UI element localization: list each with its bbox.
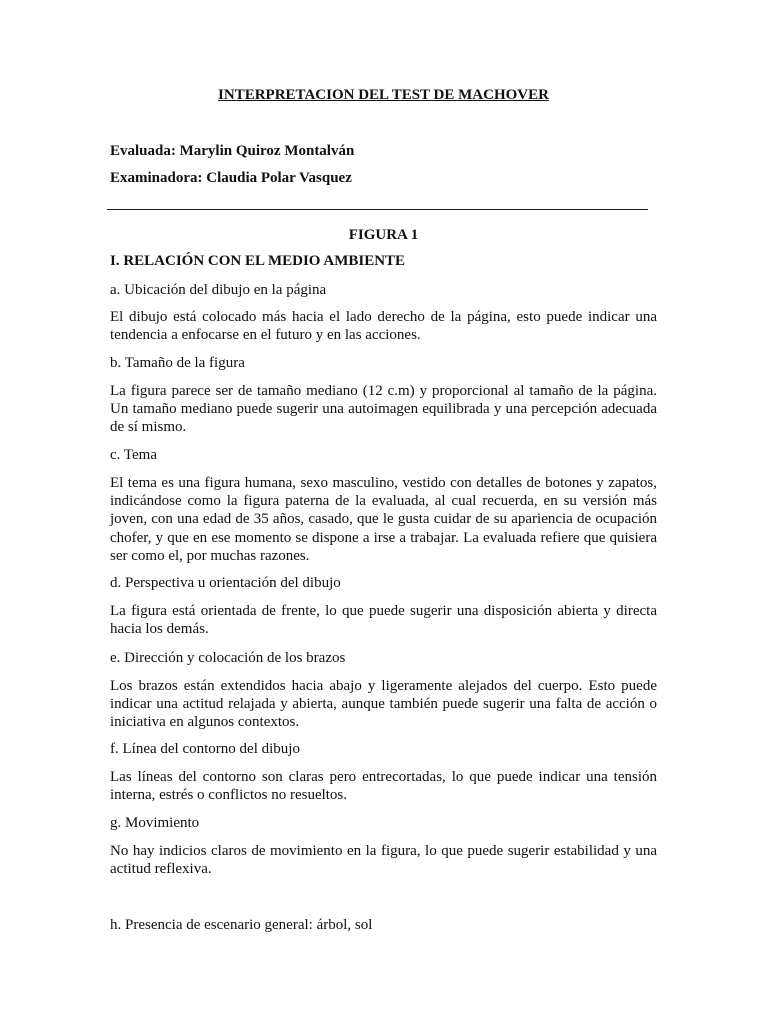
item-heading-e: e. Dirección y colocación de los brazos <box>110 650 346 666</box>
item-text-d: La figura está orientada de frente, lo que puede sugerir una disposición abierta y directa hacia los demás. <box>110 603 657 638</box>
item-text-f: Las líneas del contorno son claras pero entrecortadas, lo que puede indicar una tensión interna, estrés o conflictos no resueltos. <box>110 769 657 804</box>
section-title: I. RELACIÓN CON EL MEDIO AMBIENTE <box>110 253 406 269</box>
item-text-c: El tema es una figura humana, sexo masculino, vestido con detalles de botones y zapatos, indicándose como la figura paterna de la evaluada, al cual recuerda, en su versión más joven, con una edad de 35 años, casado, que le gusta cuidar de su apariencia de ocupación chofer, y que en ese momento se dispone a irse a trabajar. La evaluada refiere que quisiera ser como el, por muchas razones. <box>110 475 657 564</box>
item-heading-c: c. Tema <box>110 447 157 463</box>
item-heading-d: d. Perspectiva u orientación del dibujo <box>110 575 341 591</box>
document-title: INTERPRETACION DEL TEST DE MACHOVER <box>218 87 549 103</box>
item-heading-f: f. Línea del contorno del dibujo <box>110 741 300 757</box>
examinadora-line: Examinadora: Claudia Polar Vasquez <box>110 170 352 186</box>
item-heading-h: h. Presencia de escenario general: árbol, sol <box>110 917 373 933</box>
item-heading-a: a. Ubicación del dibujo en la página <box>110 282 327 298</box>
item-heading-b: b. Tamaño de la figura <box>110 355 245 371</box>
item-text-e: Los brazos están extendidos hacia abajo y ligeramente alejados del cuerpo. Esto puede indicar una actitud relajada y abierta, aunque también puede sugerir una falta de acción o iniciativa en algunos contextos. <box>110 678 657 731</box>
item-text-a: El dibujo está colocado más hacia el lado derecho de la página, esto puede indicar una tendencia a enfocarse en el futuro y en las acciones. <box>110 309 657 344</box>
figure-title: FIGURA 1 <box>348 227 419 243</box>
item-heading-g: g. Movimiento <box>110 815 200 831</box>
evaluada-line: Evaluada: Marylin Quiroz Montalván <box>110 143 355 159</box>
horizontal-divider <box>107 209 648 210</box>
item-text-g: No hay indicios claros de movimiento en la figura, lo que puede sugerir estabilidad y una actitud reflexiva. <box>110 843 657 878</box>
item-text-b: La figura parece ser de tamaño mediano (12 c.m) y proporcional al tamaño de la página. Un tamaño mediano puede sugerir una autoimagen equilibrada y una percepción adecuada de sí mismo. <box>110 383 657 436</box>
